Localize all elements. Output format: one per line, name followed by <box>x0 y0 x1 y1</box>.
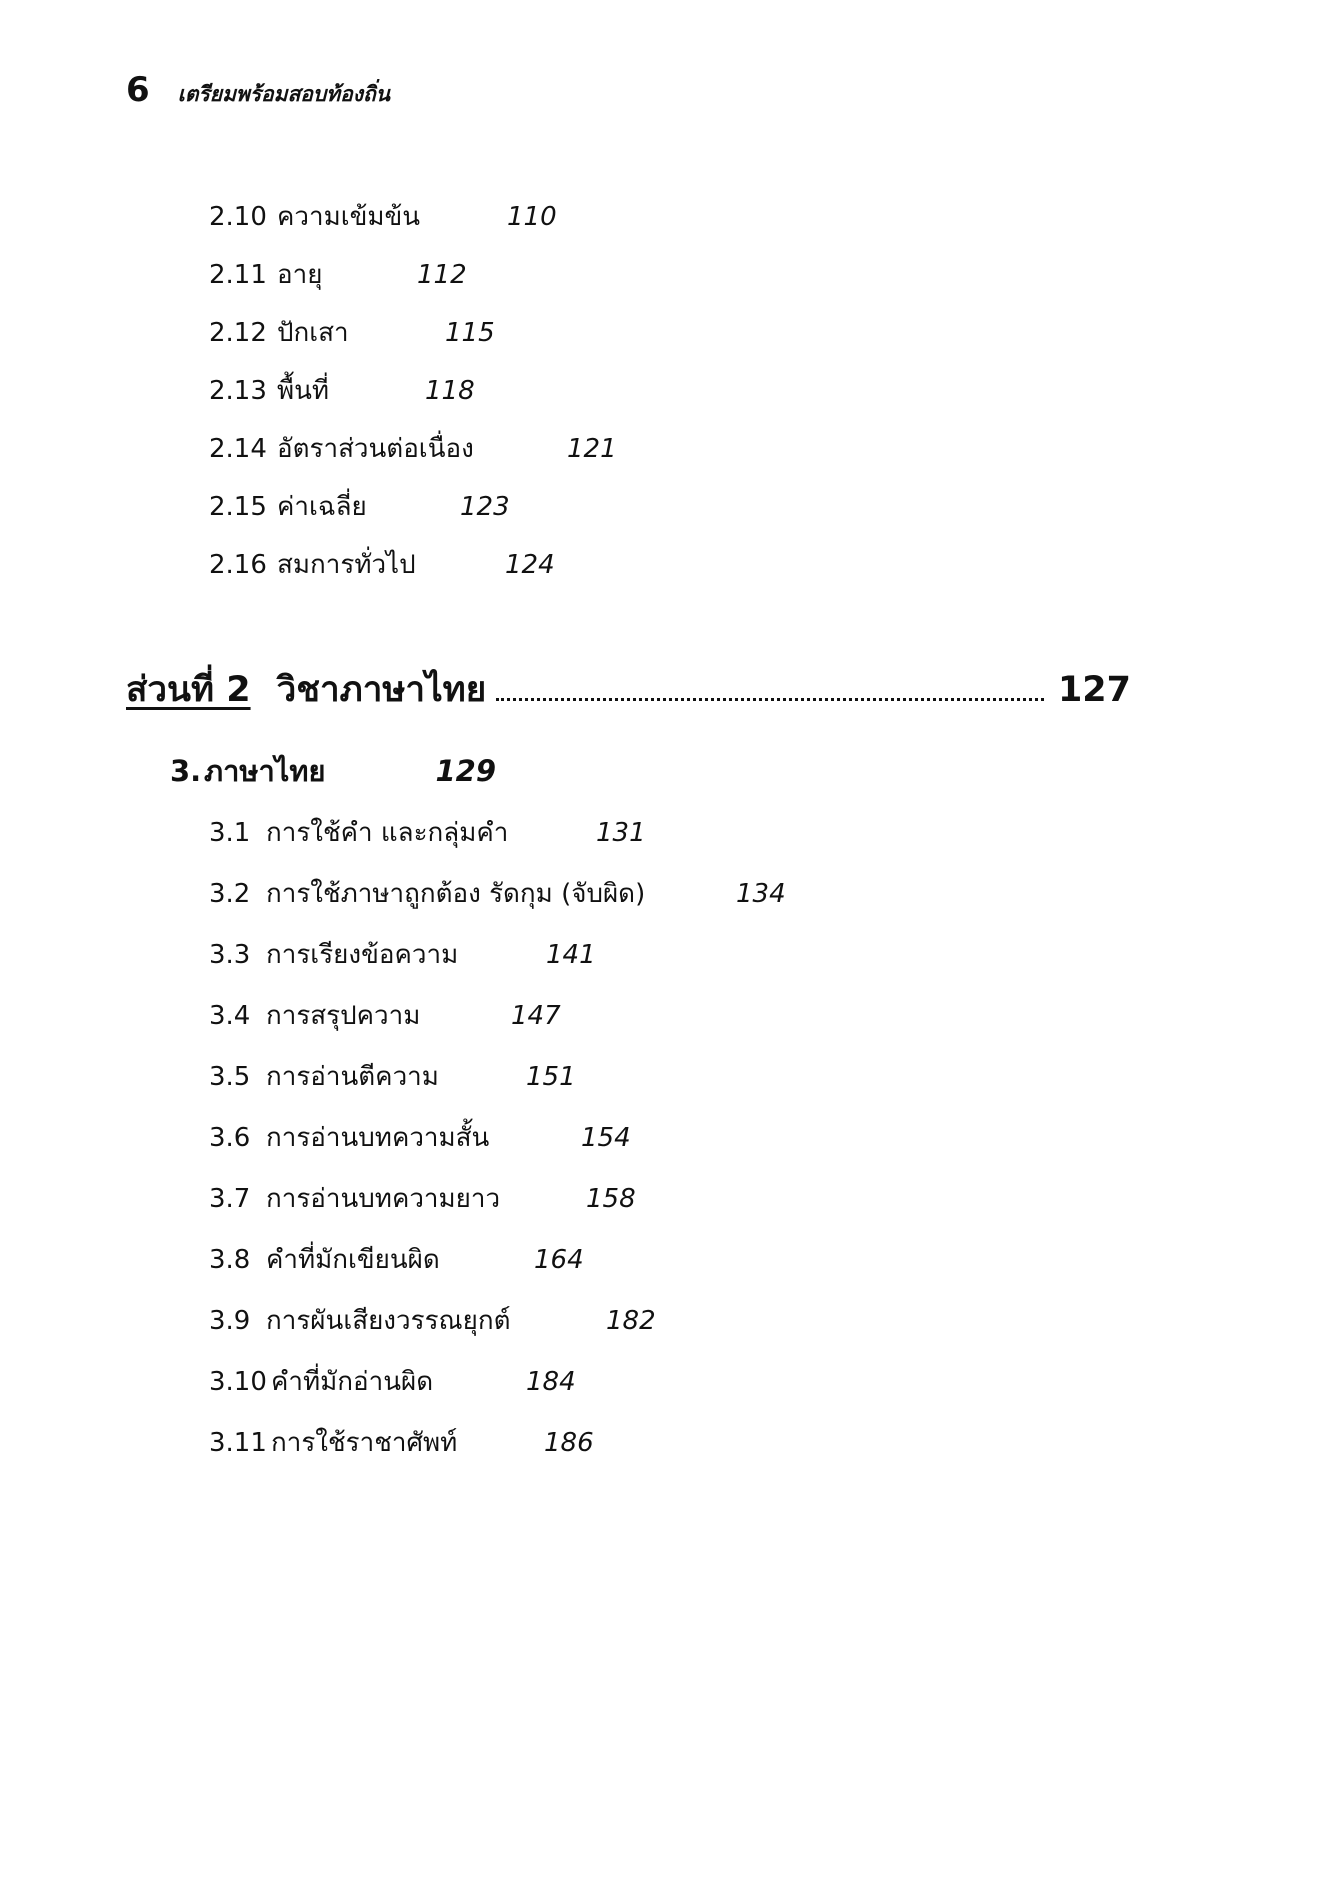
toc-entry-title: การอ่านตีความ <box>266 1062 439 1092</box>
part-page: 127 <box>1057 670 1131 710</box>
toc-entry-page: 121 <box>567 434 617 464</box>
toc-entry-number: 2.12 <box>209 318 267 348</box>
toc-entry[interactable] <box>209 486 510 527</box>
toc-entry-number: 2.10 <box>209 202 267 232</box>
toc-entry-title: การอ่านบทความยาว <box>266 1184 501 1214</box>
toc-entry-title: การผันเสียงวรรณยุกต์ <box>266 1306 511 1336</box>
book-title: เตรียมพร้อมสอบท้องถิ่น <box>177 82 391 106</box>
toc-entry[interactable] <box>209 1117 631 1158</box>
toc-entry-page: 186 <box>544 1428 594 1458</box>
toc-entry-page: 123 <box>460 492 510 522</box>
toc-entry-page: 151 <box>526 1062 576 1092</box>
toc-entry[interactable] <box>209 934 596 975</box>
toc-entry-number: 3.4 <box>209 1001 251 1031</box>
toc-entry-title: คำที่มักเขียนผิด <box>266 1245 440 1275</box>
toc-entry-number: 3.1 <box>209 818 251 848</box>
chapter-title: ภาษาไทย <box>204 754 326 788</box>
toc-entry-title: การสรุปความ <box>266 1001 421 1031</box>
toc-entry-number: 2.11 <box>209 260 267 290</box>
toc-entry[interactable] <box>209 1056 576 1097</box>
toc-entry-page: 131 <box>596 818 646 848</box>
toc-entry[interactable] <box>209 312 495 353</box>
page-header <box>126 70 390 111</box>
toc-entry-number: 3.8 <box>209 1245 251 1275</box>
toc-entry-title: คำที่มักอ่านผิด <box>271 1367 434 1397</box>
toc-entry-number: 2.13 <box>209 376 267 406</box>
toc-entry-title: อัตราส่วนต่อเนื่อง <box>277 434 474 464</box>
toc-entry[interactable] <box>209 1178 636 1219</box>
toc-entry-page: 118 <box>425 376 475 406</box>
toc-entry-page: 147 <box>511 1001 561 1031</box>
toc-entry[interactable] <box>209 873 786 914</box>
toc-entry-page: 154 <box>581 1123 631 1153</box>
toc-entry-title: การใช้ราชาศัพท์ <box>271 1428 458 1458</box>
toc-entry-title: พื้นที่ <box>277 376 330 406</box>
toc-entry-page: 158 <box>586 1184 636 1214</box>
part-heading[interactable] <box>126 662 1131 717</box>
toc-entry[interactable] <box>209 1422 594 1463</box>
toc-entry-page: 124 <box>505 550 555 580</box>
toc-entry-title: อายุ <box>277 260 323 290</box>
page-number: 6 <box>126 70 150 110</box>
toc-entry-page: 112 <box>417 260 467 290</box>
toc-entry[interactable] <box>209 428 617 469</box>
chapter-heading[interactable] <box>170 748 496 794</box>
toc-entry-page: 164 <box>534 1245 584 1275</box>
part-title: วิชาภาษาไทย <box>276 670 487 710</box>
toc-entry-page: 182 <box>606 1306 656 1336</box>
toc-entry-page: 115 <box>445 318 495 348</box>
toc-entry-title: ปักเสา <box>277 318 349 348</box>
toc-entry-title: การเรียงข้อความ <box>266 940 459 970</box>
toc-entry-title: สมการทั่วไป <box>277 550 416 580</box>
toc-entry-page: 141 <box>546 940 596 970</box>
chapter-page: 129 <box>435 754 497 788</box>
chapter-number: 3. <box>170 754 202 788</box>
toc-entry-number: 3.10 <box>209 1367 267 1397</box>
toc-entry[interactable] <box>209 370 475 411</box>
toc-entry-number: 3.5 <box>209 1062 251 1092</box>
toc-entry-title: การใช้ภาษาถูกต้อง รัดกุม (จับผิด) <box>266 879 646 909</box>
toc-entry-number: 3.9 <box>209 1306 251 1336</box>
toc-entry[interactable] <box>209 254 467 295</box>
dot-leader <box>496 697 1044 701</box>
toc-entry[interactable] <box>209 1300 656 1341</box>
toc-entry-number: 3.7 <box>209 1184 251 1214</box>
toc-entry-number: 3.6 <box>209 1123 251 1153</box>
toc-entry-title: การใช้คำ และกลุ่มคำ <box>266 818 509 848</box>
toc-entry-page: 184 <box>526 1367 576 1397</box>
toc-entry-number: 2.14 <box>209 434 267 464</box>
toc-entry[interactable] <box>209 812 646 853</box>
toc-entry-page: 134 <box>736 879 786 909</box>
part-label: ส่วนที่ 2 <box>126 670 251 710</box>
toc-entry-page: 110 <box>507 202 557 232</box>
toc-entry-title: ความเข้มข้น <box>277 202 421 232</box>
toc-entry[interactable] <box>209 995 561 1036</box>
toc-entry[interactable] <box>209 1361 576 1402</box>
toc-entry-number: 3.3 <box>209 940 251 970</box>
toc-entry-number: 2.16 <box>209 550 267 580</box>
toc-entry-number: 3.11 <box>209 1428 267 1458</box>
toc-entry[interactable] <box>209 544 555 585</box>
toc-entry-number: 3.2 <box>209 879 251 909</box>
toc-entry-title: การอ่านบทความสั้น <box>266 1123 490 1153</box>
toc-entry[interactable] <box>209 1239 584 1280</box>
toc-entry-title: ค่าเฉลี่ย <box>277 492 367 522</box>
toc-entry-number: 2.15 <box>209 492 267 522</box>
toc-entry[interactable] <box>209 196 557 237</box>
